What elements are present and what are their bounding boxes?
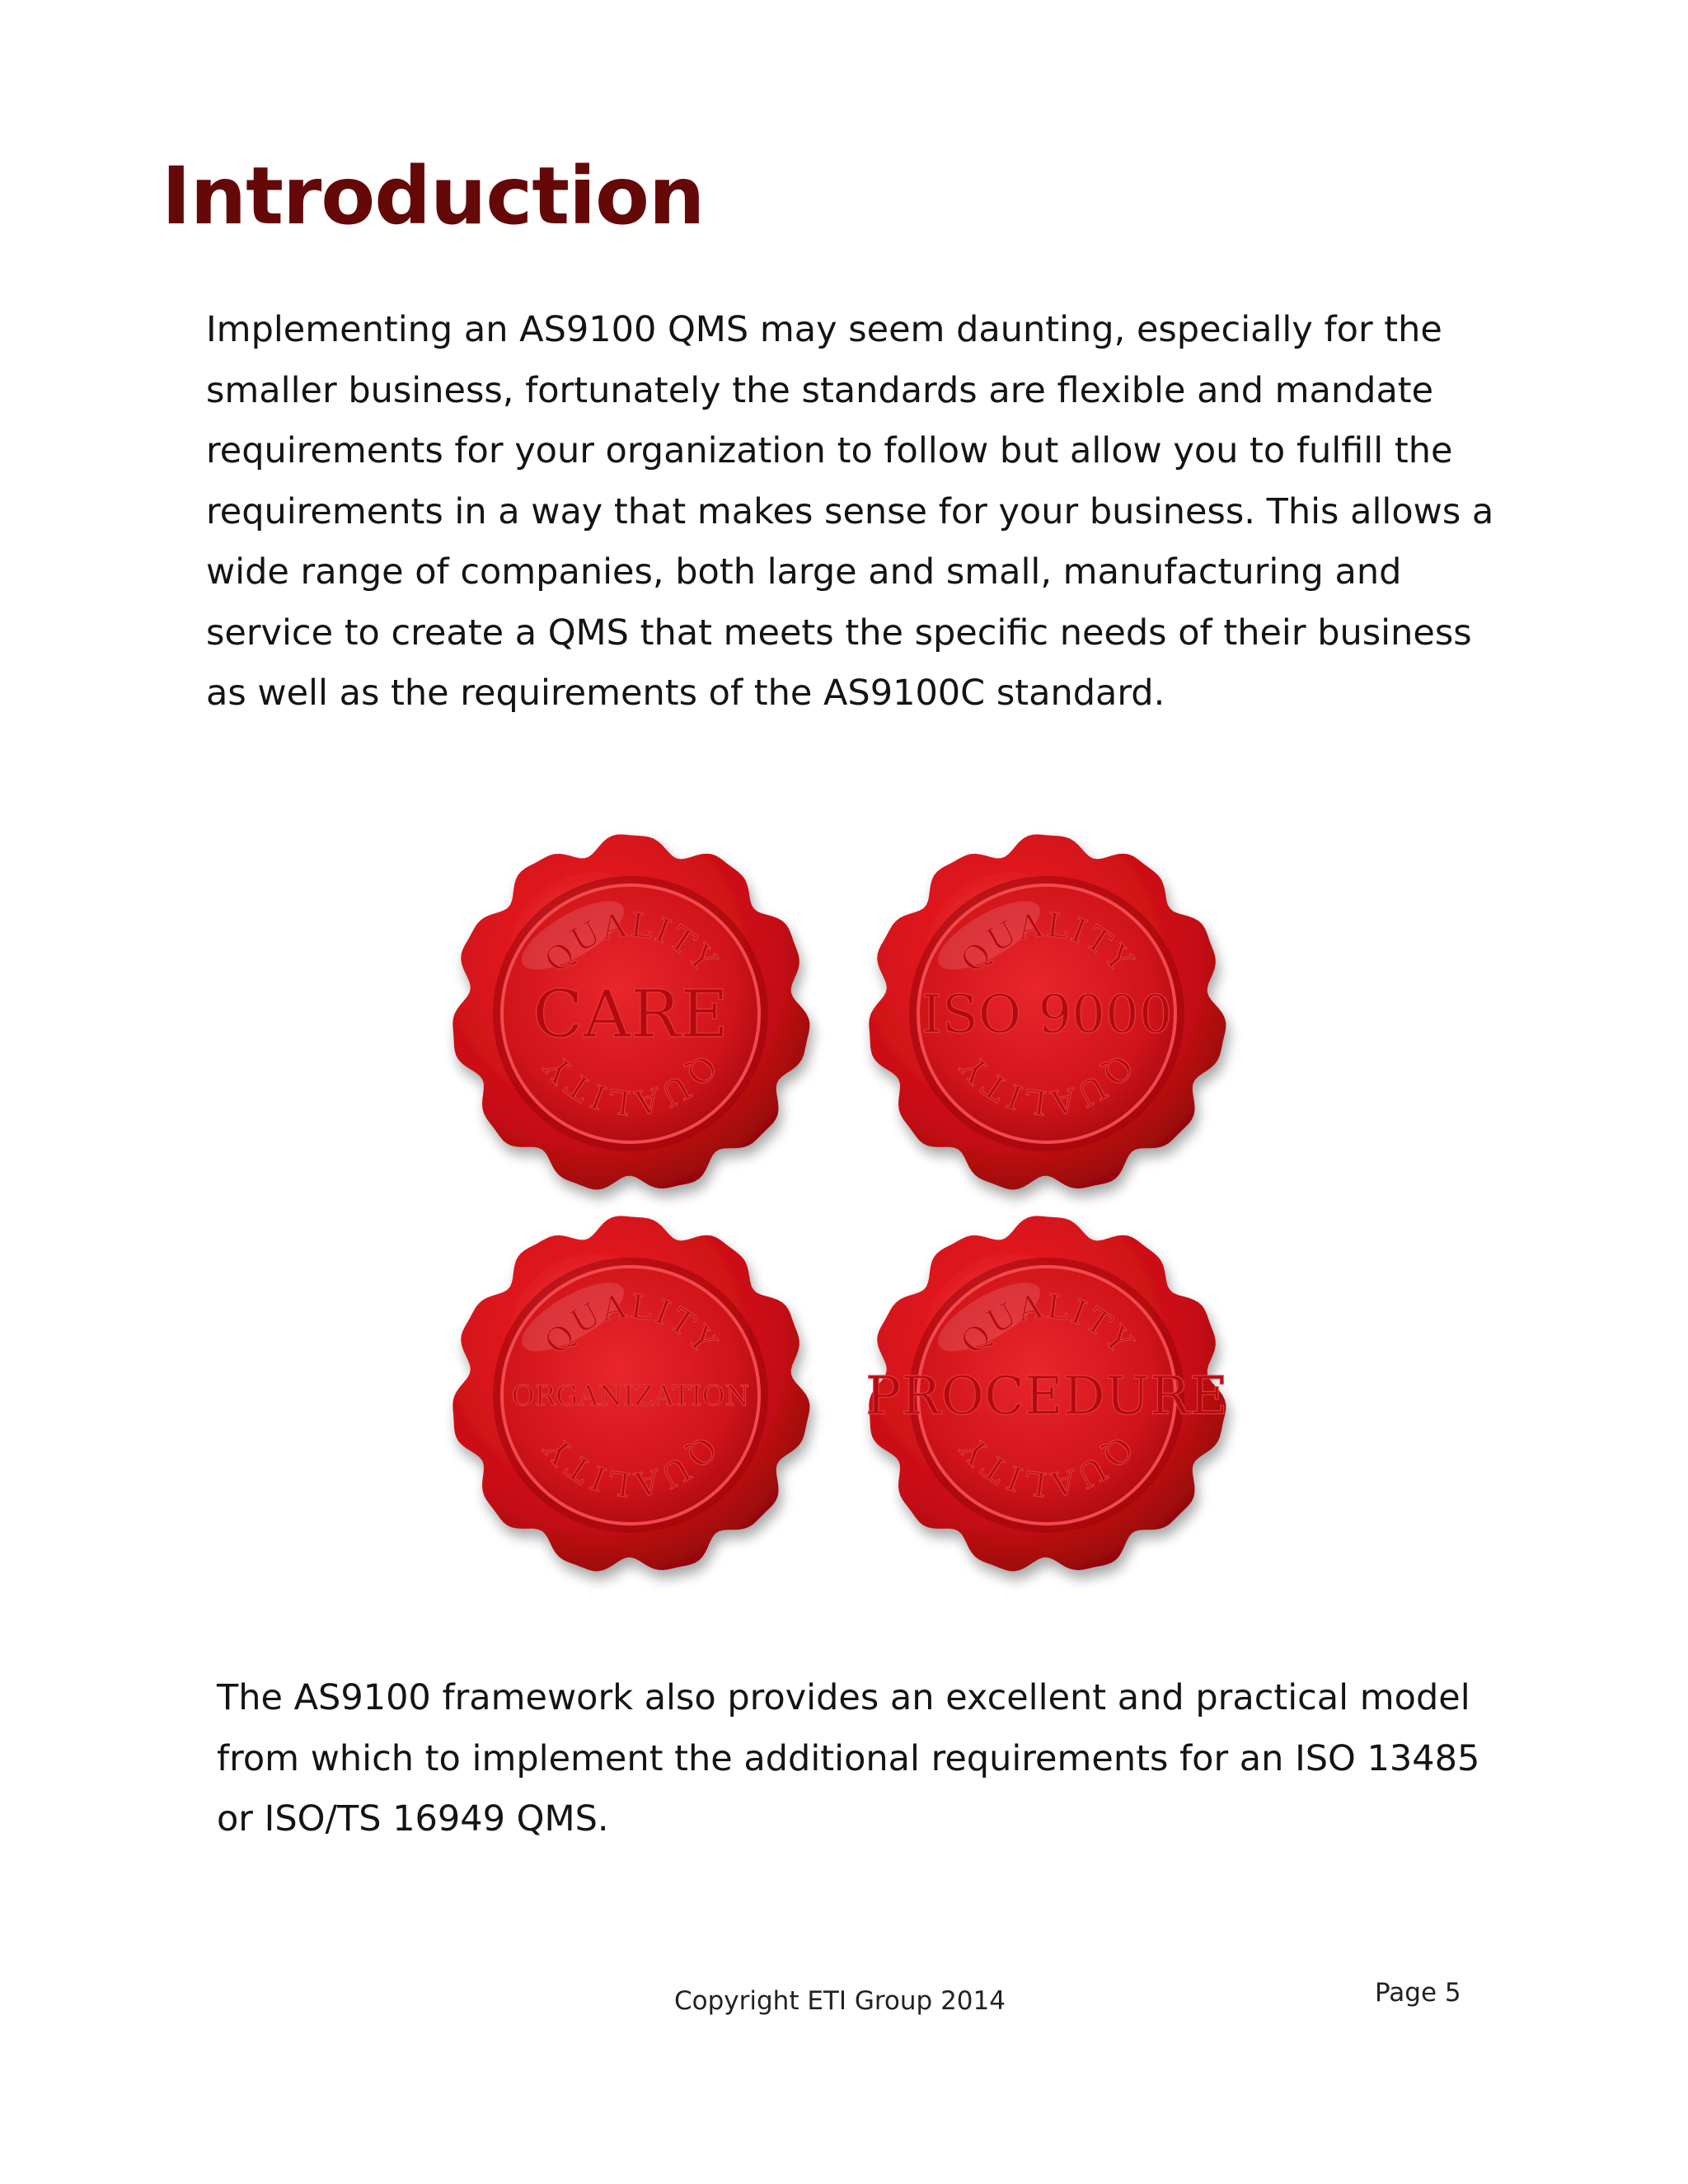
intro-line: as well as the requirements of the AS9100C standard.: [206, 673, 1165, 714]
wax-seal: [865, 1216, 1228, 1571]
seal-bottom-text: QUALITY: [953, 1047, 1141, 1122]
intro-paragraph: [206, 300, 1493, 724]
intro-line: wide range of companies, both large and small, manufacturing and: [206, 551, 1402, 593]
seal-center-text: ORGANIZATION: [511, 1379, 750, 1413]
seal-center-text: ISO 9000: [921, 984, 1173, 1046]
footer-copyright: Copyright ETI Group 2014: [674, 1986, 1006, 2016]
wax-seal: [869, 834, 1226, 1189]
seal-bottom-text: QUALITY: [953, 1428, 1141, 1503]
seal-bottom-text: QUALITY: [537, 1428, 724, 1503]
intro-line: service to create a QMS that meets the specific needs of their business: [206, 612, 1472, 654]
seal-bottom-text: QUALITY: [537, 1047, 724, 1122]
closing-line: or ISO/TS 16949 QMS.: [217, 1798, 609, 1840]
closing-paragraph: [217, 1668, 1479, 1850]
wax-seal: [452, 834, 809, 1189]
closing-line: from which to implement the additional requirements for an ISO 13485: [217, 1737, 1480, 1779]
seal-group: [452, 834, 1227, 1571]
seal-top-text: QUALITY: [537, 1287, 724, 1362]
seal-center-text: CARE: [532, 976, 729, 1052]
intro-line: requirements in a way that makes sense for your business. This allows a: [206, 490, 1494, 532]
intro-line: requirements for your organization to follow but allow you to fulfill the: [206, 430, 1453, 471]
seal-center-text: PROCEDURE: [865, 1366, 1228, 1427]
page-title: Introduction: [162, 150, 705, 242]
seal-top-text: QUALITY: [953, 906, 1141, 981]
intro-line: smaller business, fortunately the standards are flexible and mandate: [206, 369, 1434, 411]
intro-line: Implementing an AS9100 QMS may seem daunting, especially for the: [206, 309, 1442, 350]
closing-line: The AS9100 framework also provides an excellent and practical model: [217, 1677, 1470, 1718]
seal-top-text: QUALITY: [953, 1287, 1141, 1362]
footer-page-number: Page 5: [1375, 1978, 1461, 2008]
wax-seal: [452, 1216, 809, 1571]
seal-top-text: QUALITY: [537, 906, 724, 981]
wax-seals-image: [429, 824, 1253, 1591]
